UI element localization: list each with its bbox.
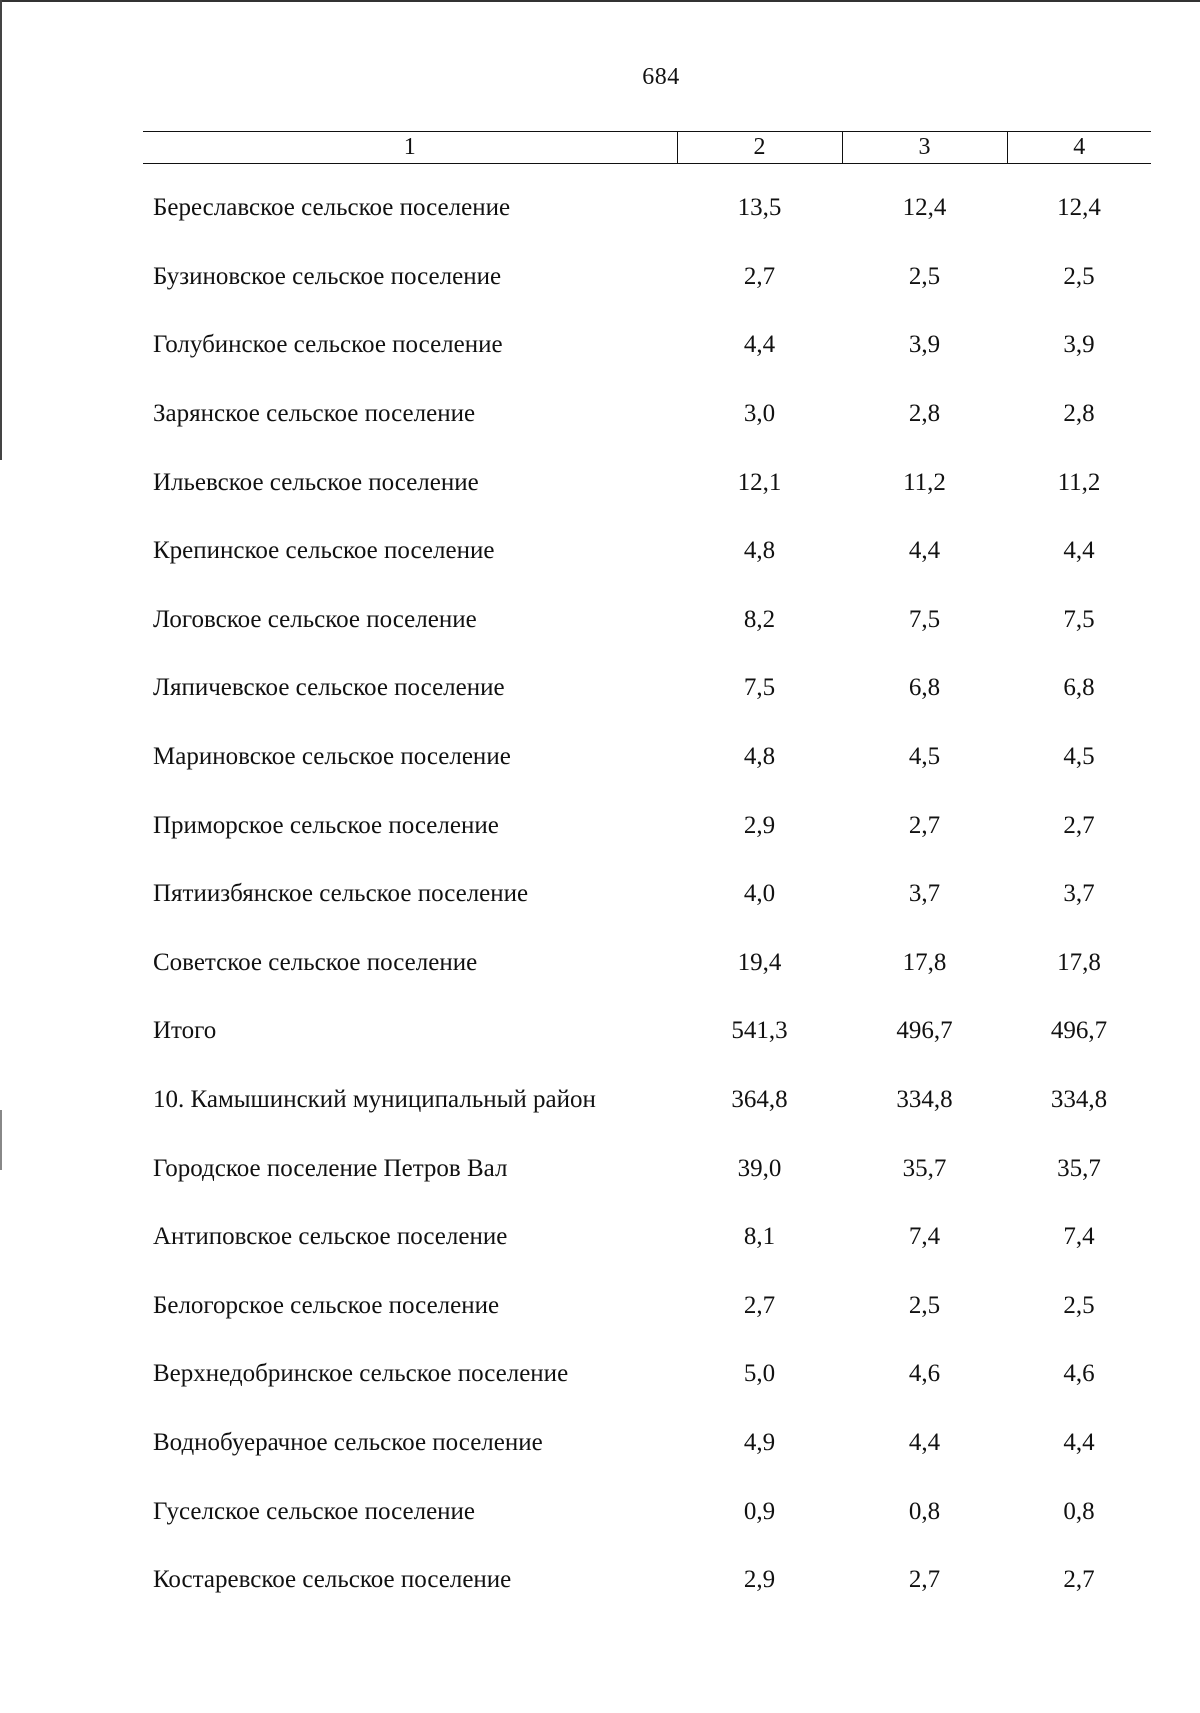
table-row xyxy=(143,243,1151,312)
row-col-4-cell: 3,7 xyxy=(1063,880,1095,908)
row-col-3-cell: 3,9 xyxy=(908,331,941,359)
row-col-4-cell: 7,5 xyxy=(1063,605,1095,633)
row-col-4-cell: 11,2 xyxy=(1057,468,1101,496)
row-col-2-cell: 8,1 xyxy=(743,1223,776,1251)
row-col-3-cell: 17,8 xyxy=(902,948,947,976)
row-col-4-cell: 2,8 xyxy=(1063,400,1095,428)
row-name-cell: Итого xyxy=(153,1017,217,1045)
row-name-cell: Верхнедобринское сельское поселение xyxy=(153,1360,569,1388)
row-name-cell: Городское поселение Петров Вал xyxy=(153,1154,508,1182)
row-name-cell: Зарянское сельское поселение xyxy=(153,400,476,428)
row-col-4-cell: 496,7 xyxy=(1050,1017,1108,1045)
row-col-3-cell: 4,4 xyxy=(908,1428,941,1456)
row-col-4-cell: 2,5 xyxy=(1063,262,1095,290)
row-name-cell: Воднобуерачное сельское поселение xyxy=(153,1428,543,1456)
row-col-2-cell: 0,9 xyxy=(743,1497,776,1525)
row-col-2-cell: 4,8 xyxy=(743,743,776,771)
row-col-4-cell: 4,6 xyxy=(1063,1360,1095,1388)
row-col-3-cell: 0,8 xyxy=(908,1497,941,1525)
table-row xyxy=(143,1066,1151,1135)
row-col-4-cell: 4,5 xyxy=(1063,743,1095,771)
row-name-cell: Антиповское сельское поселение xyxy=(153,1223,508,1251)
table-row xyxy=(143,723,1151,792)
row-col-3-cell: 4,4 xyxy=(908,537,941,565)
table-row xyxy=(143,517,1151,586)
page-number: 684 xyxy=(642,64,680,90)
scan-edge-left-mark xyxy=(0,1110,2,1170)
row-col-3-cell: 11,2 xyxy=(903,468,946,496)
row-name-cell: Бузиновское сельское поселение xyxy=(153,262,502,290)
row-col-4-cell: 3,9 xyxy=(1063,331,1095,359)
table-row xyxy=(143,654,1151,723)
row-col-3-cell: 4,5 xyxy=(908,743,941,771)
row-col-2-cell: 4,9 xyxy=(743,1428,776,1456)
row-col-3-cell: 4,6 xyxy=(908,1360,941,1388)
table-row xyxy=(143,164,1151,243)
data-table xyxy=(143,131,1151,1614)
header-col-4: 4 xyxy=(1007,132,1151,164)
table-row xyxy=(143,997,1151,1066)
row-col-3-cell: 496,7 xyxy=(896,1017,953,1045)
row-col-2-cell: 4,0 xyxy=(743,880,776,908)
row-col-4-cell: 2,7 xyxy=(1063,1566,1095,1594)
table-row xyxy=(143,1340,1151,1409)
row-col-3-cell: 12,4 xyxy=(902,194,947,222)
row-col-2-cell: 19,4 xyxy=(737,948,782,976)
row-col-2-cell: 3,0 xyxy=(743,400,776,428)
row-name-cell: Ляпичевское сельское поселение xyxy=(153,674,505,702)
row-col-3-cell: 7,5 xyxy=(908,605,941,633)
table-row xyxy=(143,448,1151,517)
row-col-2-cell: 2,7 xyxy=(743,1291,776,1319)
row-col-3-cell: 35,7 xyxy=(902,1154,947,1182)
table-row xyxy=(143,1546,1151,1615)
row-col-3-cell: 2,5 xyxy=(908,1291,941,1319)
row-col-2-cell: 5,0 xyxy=(743,1360,776,1388)
row-col-2-cell: 12,1 xyxy=(737,468,782,496)
row-col-3-cell: 6,8 xyxy=(908,674,941,702)
row-col-4-cell: 4,4 xyxy=(1063,1428,1095,1456)
row-col-2-cell: 2,9 xyxy=(743,1566,776,1594)
table-row xyxy=(143,791,1151,860)
row-name-cell: Береславское сельское поселение xyxy=(153,194,511,222)
row-col-2-cell: 2,7 xyxy=(743,262,776,290)
row-col-2-cell: 39,0 xyxy=(737,1154,782,1182)
row-col-4-cell: 7,4 xyxy=(1063,1223,1095,1251)
row-col-4-cell: 35,7 xyxy=(1057,1154,1101,1182)
header-row xyxy=(143,132,1151,164)
row-name-cell: Костаревское сельское поселение xyxy=(153,1566,512,1594)
row-col-2-cell: 541,3 xyxy=(731,1017,788,1045)
row-name-cell: Пятиизбянское сельское поселение xyxy=(153,880,529,908)
table-row xyxy=(143,929,1151,998)
row-col-2-cell: 8,2 xyxy=(743,605,776,633)
table-row xyxy=(143,1203,1151,1272)
row-name-cell: Приморское сельское поселение xyxy=(153,811,499,839)
header-col-3: 3 xyxy=(842,132,1007,164)
row-col-4-cell: 334,8 xyxy=(1050,1086,1108,1114)
row-name-cell: 10. Камышинский муниципальный район xyxy=(153,1086,596,1114)
row-name-cell: Ильевское сельское поселение xyxy=(153,468,479,496)
table-row xyxy=(143,586,1151,655)
row-col-2-cell: 4,8 xyxy=(743,537,776,565)
table-row xyxy=(143,311,1151,380)
row-col-4-cell: 2,5 xyxy=(1063,1291,1095,1319)
table-row xyxy=(143,860,1151,929)
row-name-cell: Логовское сельское поселение xyxy=(153,605,477,633)
table-row xyxy=(143,1409,1151,1478)
row-col-2-cell: 7,5 xyxy=(743,674,776,702)
row-col-3-cell: 2,5 xyxy=(908,262,941,290)
row-col-4-cell: 6,8 xyxy=(1063,674,1095,702)
row-col-4-cell: 0,8 xyxy=(1063,1497,1095,1525)
scan-edge-top xyxy=(0,0,1200,2)
row-col-4-cell: 17,8 xyxy=(1057,948,1101,976)
table-row xyxy=(143,1134,1151,1203)
row-col-2-cell: 364,8 xyxy=(731,1086,788,1114)
row-col-4-cell: 12,4 xyxy=(1057,194,1101,222)
table-body xyxy=(143,164,1151,1615)
row-col-3-cell: 3,7 xyxy=(908,880,941,908)
row-col-4-cell: 2,7 xyxy=(1063,811,1095,839)
row-col-3-cell: 334,8 xyxy=(896,1086,953,1114)
row-col-4-cell: 4,4 xyxy=(1063,537,1095,565)
row-col-3-cell: 7,4 xyxy=(908,1223,941,1251)
row-name-cell: Советское сельское поселение xyxy=(153,948,478,976)
row-col-2-cell: 4,4 xyxy=(743,331,776,359)
row-name-cell: Голубинское сельское поселение xyxy=(153,331,503,359)
row-name-cell: Белогорское сельское поселение xyxy=(153,1291,500,1319)
row-name-cell: Мариновское сельское поселение xyxy=(153,743,511,771)
row-col-2-cell: 2,9 xyxy=(743,811,776,839)
header-col-1: 1 xyxy=(143,132,677,164)
header-col-2: 2 xyxy=(677,132,842,164)
row-name-cell: Гуселское сельское поселение xyxy=(153,1497,476,1525)
table-header xyxy=(143,132,1151,164)
row-col-3-cell: 2,7 xyxy=(908,811,941,839)
table-row xyxy=(143,1477,1151,1546)
table-row xyxy=(143,380,1151,449)
table-row xyxy=(143,1272,1151,1341)
row-col-3-cell: 2,8 xyxy=(908,400,941,428)
row-name-cell: Крепинское сельское поселение xyxy=(153,537,495,565)
row-col-2-cell: 13,5 xyxy=(737,194,782,222)
row-col-3-cell: 2,7 xyxy=(908,1566,941,1594)
